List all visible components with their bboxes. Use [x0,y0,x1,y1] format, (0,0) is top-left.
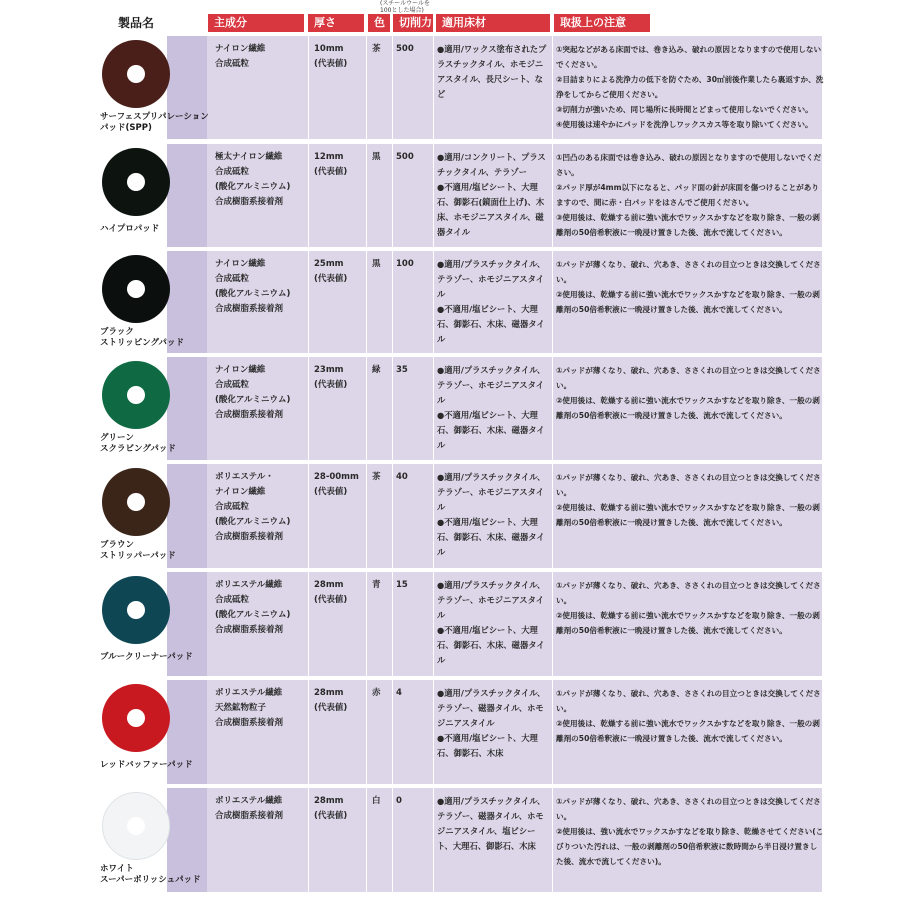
color-header: 色 [368,14,390,32]
cutting-power-cell: 40 [396,472,408,482]
material-cell: ナイロン繊維 合成砥粒 (酸化アルミニウム) 合成樹脂系接着剤 [215,259,291,314]
product-name-line1: ハイプロパッド [100,224,160,234]
handling-note-cell: ①パッドが薄くなり、破れ、穴あき、ささくれの目立つときは交換してください。 ②使用後は、強い流水でワックスかすなどを取り除き、乾燥させてください(こびりついた汚れは、一般の剥離剤の50倍希釈液に数時間から半日浸け置きした後、流水で流してください)。 [556,797,824,866]
cutting-power-header: 切削力 [393,14,433,32]
color-cell: 茶 [372,44,381,54]
cutting-power-note: (スチールウールを100とした場合) [380,0,430,14]
product-name [100,112,215,133]
floor-cell: ●適用/プラスチックタイル、テラゾー、ホモジニアスタイル ●不適用/塩ビシート、大理石、御影石、木床、磁器タイル [437,472,546,557]
cutting-power-cell: 15 [396,580,408,590]
material-cell: 極太ナイロン繊維 合成砥粒 (酸化アルミニウム) 合成樹脂系接着剤 [215,152,291,207]
cutting-power-cell: 100 [396,259,414,269]
pad-image [102,684,170,752]
product-name [100,652,215,663]
thickness-cell: 25mm (代表値) [314,259,348,284]
floor-cell: ●適用/プラスチックタイル、テラゾー、磁器タイル、ホモジニアスタイル ●不適用/塩ビシート、大理石、御影石、木床 [437,688,546,758]
color-cell: 黒 [372,259,381,269]
product-name [100,327,215,348]
thickness-cell: 10mm (代表値) [314,44,348,69]
product-name-line1: グリーン [100,433,134,443]
floor-cell: ●適用/プラスチックタイル、テラゾー、磁器タイル、ホモジニアスタイル、塩ビシート、大理石、御影石、木床 [437,796,546,851]
floor-cell: ●適用/ワックス塗布されたプラスチックタイル、ホモジニアスタイル、長尺シート、など [437,44,547,99]
cutting-power-cell: 500 [396,44,414,54]
thickness-header: 厚さ [308,14,364,32]
material-cell: ポリエステル繊維 天然鉱物粒子 合成樹脂系接着剤 [215,688,284,728]
product-name [100,433,215,454]
handling-note-cell: ①パッドが薄くなり、破れ、穴あき、ささくれの目立つときは交換してください。 ②使用後は、乾燥する前に強い流水でワックスかすなどを取り除き、一般の剥離剤の50倍希釈液に一晩浸け置きした後、流水で流してください。 [556,581,821,635]
color-cell: 赤 [372,688,381,698]
handling-note-cell: ①凹凸のある床面では巻き込み、破れの原因となりますので使用しないでください。 ②パッド厚が4mm以下になると、パッド面の針が床面を傷つけることがありますので、間に赤・白パッドをはさんでご使用ください。 ③使用後は、乾燥する前に強い流水でワックスかすなどを取り除き、一般の剥離剤の50倍希釈液に一晩浸け置きした後、流水で流してください。 [556,153,822,237]
product-name-line1: ブルークリーナーパッド [100,652,193,662]
product-name-line1: サーフェスプリパレーション [100,112,209,122]
material-cell: ナイロン繊維 合成砥粒 (酸化アルミニウム) 合成樹脂系接着剤 [215,365,291,420]
cutting-power-cell: 35 [396,365,408,375]
product-name-line2: パッド(SPP) [100,122,152,133]
pad-image [102,361,170,429]
product-row [0,144,900,247]
pad-image [102,40,170,108]
product-name [100,540,215,561]
floor-header: 適用床材 [436,14,550,32]
handling-note-cell: ①パッドが薄くなり、破れ、穴あき、ささくれの目立つときは交換してください。 ②使用後は、乾燥する前に強い流水でワックスかすなどを取り除き、一般の剥離剤の50倍希釈液に一晩浸け置きした後、流水で流してください。 [556,689,821,743]
thickness-cell: 28mm (代表値) [314,688,348,713]
floor-cell: ●適用/プラスチックタイル、テラゾー、ホモジニアスタイル ●不適用/塩ビシート、大理石、御影石、木床、磁器タイル [437,259,546,344]
product-row [0,788,900,892]
pad-image [102,148,170,216]
thickness-cell: 28mm (代表値) [314,796,348,821]
product-row [0,464,900,568]
cutting-power-cell: 4 [396,688,402,698]
pad-image [102,792,170,860]
product-name [100,760,215,771]
product-name-line1: ブラウン [100,540,135,550]
floor-cell: ●適用/プラスチックタイル、テラゾー、ホモジニアスタイル ●不適用/塩ビシート、大理石、御影石、木床、磁器タイル [437,580,546,665]
product-name [100,224,215,235]
handling-note-cell: ①パッドが薄くなり、破れ、穴あき、ささくれの目立つときは交換してください。 ②使用後は、乾燥する前に強い流水でワックスかすなどを取り除き、一般の剥離剤の50倍希釈液に一晩浸け置きした後、流水で流してください。 [556,473,821,527]
handling-header: 取扱上の注意 [554,14,650,32]
product-name-line1: ブラック [100,327,134,337]
product-name-line1: ホワイト [100,864,134,874]
main-component-header: 主成分 [208,14,304,32]
product-row [0,680,900,784]
cutting-power-cell: 0 [396,796,402,806]
color-cell: 青 [372,580,381,590]
thickness-cell: 28mm (代表値) [314,580,348,605]
material-cell: ポリエステル繊維 合成樹脂系接着剤 [215,796,284,821]
handling-note-cell: ①パッドが薄くなり、破れ、穴あき、ささくれの目立つときは交換してください。 ②使用後は、乾燥する前に強い流水でワックスかすなどを取り除き、一般の剥離剤の50倍希釈液に一晩浸け置きした後、流水で流してください。 [556,366,821,420]
cutting-power-cell: 500 [396,152,414,162]
product-name-line2: ストリッパーパッド [100,550,176,561]
material-cell: ポリエステル繊維 合成砥粒 (酸化アルミニウム) 合成樹脂系接着剤 [215,580,291,635]
thickness-cell: 23mm (代表値) [314,365,348,390]
color-cell: 黒 [372,152,381,162]
product-name [100,864,215,885]
product-name-line2: スクラビングパッド [100,443,176,454]
thickness-cell: 12mm (代表値) [314,152,348,177]
floor-cell: ●適用/コンクリート、プラスチックタイル、テラゾー ●不適用/塩ビシート、大理石、御影石(鏡面仕上げ)、木床、ホモジニアスタイル、磁器タイル [437,152,546,237]
floor-cell: ●適用/プラスチックタイル、テラゾー、ホモジニアスタイル ●不適用/塩ビシート、大理石、御影石、木床、磁器タイル [437,365,546,450]
product-name-line1: レッドバッファーパッド [100,760,193,770]
pad-image [102,255,170,323]
material-cell: ナイロン繊維 合成砥粒 [215,44,266,69]
product-row [0,572,900,676]
product-row [0,36,900,139]
thickness-cell: 28-00mm (代表値) [314,472,359,497]
color-cell: 白 [372,796,381,806]
handling-note-cell: ①パッドが薄くなり、破れ、穴あき、ささくれの目立つときは交換してください。 ②使用後は、乾燥する前に強い流水でワックスかすなどを取り除き、一般の剥離剤の50倍希釈液に一晩浸け置きした後、流水で流してください。 [556,260,821,314]
color-cell: 緑 [372,365,381,375]
product-name-line2: スーパーポリッシュパッド [100,874,201,885]
color-cell: 茶 [372,472,381,482]
material-cell: ポリエステル・ ナイロン繊維 合成砥粒 (酸化アルミニウム) 合成樹脂系接着剤 [215,472,291,542]
pad-image [102,468,170,536]
pad-image [102,576,170,644]
product-row [0,251,900,353]
handling-note-cell: ①突起などがある床面では、巻き込み、破れの原因となりますので使用しないでください。 ②目詰まりによる洗浄力の低下を防ぐため、30㎡前後作業したら裏返すか、洗浄をしてからご使用ください。 ③切削力が強いため、同じ場所に長時間とどまって使用しないでください。 ④使用後は速やかにパッドを洗浄しワックスカス等を取り除いてください。 [556,45,824,129]
product-row [0,357,900,460]
product-name-line2: ストリッピングパッド [100,337,184,348]
product-name-header: 製品名 [118,16,155,30]
